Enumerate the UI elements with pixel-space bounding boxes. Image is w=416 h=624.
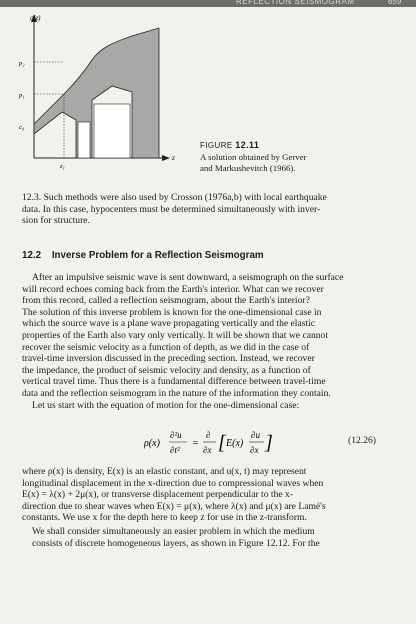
figure-12-11 [14,8,194,176]
tick-p1: p₁ [19,92,25,99]
gap-box-2 [94,104,130,158]
paragraph-layers [22,526,376,549]
svg-text:]: ] [265,432,273,454]
paragraph-crosson [22,192,376,227]
text-line: properties of the Earth also vary only vertically. It will be shown that we cannot [22,329,329,341]
svg-text:∂t²: ∂t² [170,445,180,455]
text-line: where ρ(x) is density, E(x) is an elastic constant, and u(x, t) may represent [22,466,307,477]
text-line: the impedance, the product of seismic velocity and density, as a function of [22,364,311,376]
y-axis-label: c(z) [30,14,41,22]
x-axis-label: z [172,154,175,162]
text-line: After an impulsive seismic wave is sent downward, a seismograph on the surface [32,272,344,283]
text-line: direction due to shear waves when E(x) = μ(x), where λ(x) and μ(x) are Lamé's [22,500,326,512]
svg-text:∂x: ∂x [250,445,259,455]
text-line: will record echoes coming back from the Earth's interior. What can we recover [22,283,324,295]
text-line: Let us start with the equation of motion for the one-dimensional case: [32,400,300,411]
text-line: The solution of this inverse problem is known for the one-dimensional case in [22,306,322,318]
tick-p2: p₂ [19,60,25,67]
section-number: 12.2 [22,250,42,261]
text-line: constants. We use x for the depth here to keep z for use in the z-transform. [22,512,307,524]
caption-line: A solution obtained by Gerver [200,152,307,162]
svg-text:E(x): E(x) [226,438,244,449]
paragraph-equation-intro [22,400,376,412]
gap-box-1 [78,122,90,158]
text-line: We shall consider simultaneously an easier problem in which the medium [32,526,315,537]
text-line: vertical travel time. Thus there is a fundamental difference between travel-time [22,376,326,388]
equation-number: (12.26) [348,435,376,446]
svg-text:∂u: ∂u [251,430,260,440]
text-line: which the source wave is a plane wave propagating vertically and the elastic [22,318,316,330]
equation-svg [140,425,310,459]
text-line: data. In this case, hypocenters must be determined simultaneously with inver- [22,203,321,215]
text-line: data and the reflection seismogram in the nature of the information they contain. [22,387,331,399]
caption-line: and Markushevitch (1966). [200,162,296,173]
figure-label-number: 12.11 [235,140,260,150]
tick-z1: z₁ [60,163,65,170]
svg-text:=: = [192,438,199,449]
x-axis-arrow [162,155,170,161]
svg-text:ρ(x): ρ(x) [144,438,160,449]
tick-c0: c₀ [19,124,25,131]
figure-description [200,152,390,173]
svg-text:∂²u: ∂²u [170,430,182,440]
equation-12-26 [140,425,376,459]
text-line: consists of discrete homogeneous layers, as shown in Figure 12.12. For the [32,537,320,549]
paragraph-intro [22,272,376,400]
text-line: 12.3. Such methods were also used by Crosson (1976a,b) with local earthquake [22,192,327,203]
figure-label-prefix: FIGURE [200,141,233,150]
svg-text:∂: ∂ [206,430,211,440]
svg-text:∂x: ∂x [203,445,212,455]
figure-label [200,140,390,150]
section-heading [22,250,264,261]
running-head: REFLECTION SEISMOGRAM [236,0,355,6]
svg-text:[: [ [218,432,226,454]
figure-caption [200,140,390,173]
text-line: sion for structure. [22,215,90,227]
text-line: recover the seismic velocity as a function of depth, as we did in the case of [22,341,310,353]
paragraph-definitions [22,466,376,524]
section-title: Inverse Problem for a Reflection Seismogram [51,250,264,261]
text-line: E(x) = λ(x) + 2μ(x), or transverse displacement perpendicular to the x- [22,489,294,501]
text-line: travel-time inversion discussed in the preceding section. Instead, we recover [22,353,315,365]
text-line: longitudinal displacement in the x-direction due to compressional waves when [22,477,324,489]
text-line: from this record, called a reflection seismogram, about the Earth's interior? [22,295,310,307]
page-number: 659 [388,0,402,6]
